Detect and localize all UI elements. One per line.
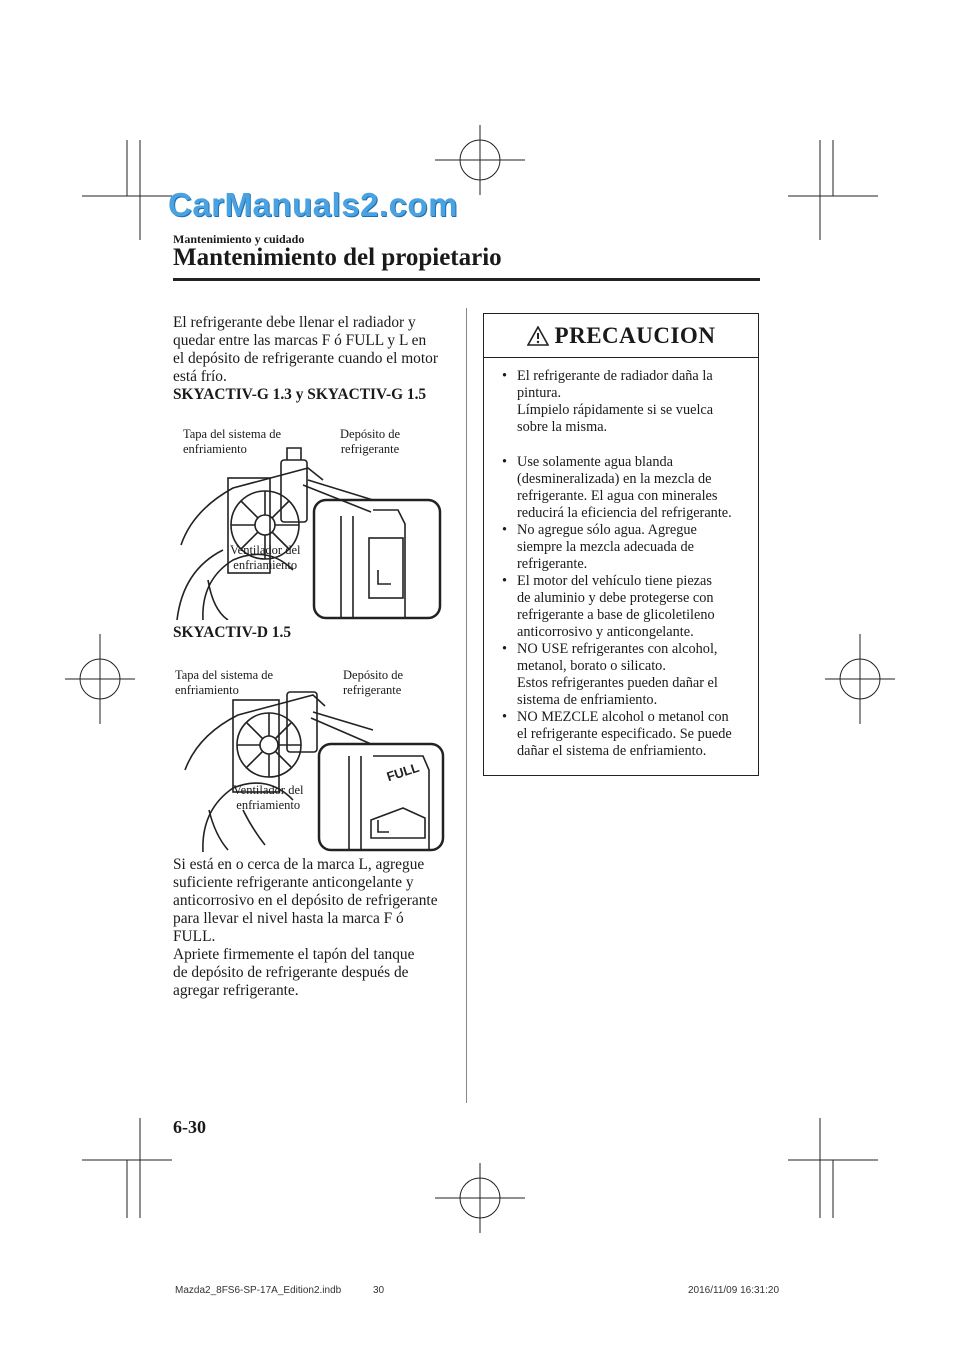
caution-title: PRECAUCION xyxy=(554,322,716,348)
label-cap-2: Tapa del sistema de enfriamiento xyxy=(175,668,274,697)
caution-item: • El refrigerante de radiador daña la pintura. Límpielo rápidamente si se vuelca sobre la misma. xyxy=(502,368,714,435)
footer-timestamp: 2016/11/09 16:31:20 xyxy=(688,1285,780,1296)
label-reservoir-2: Depósito de refrigerante xyxy=(343,668,404,697)
caution-item: • Use solamente agua blanda (desmineralizada) en la mezcla de refrigerante. El agua con minerales reducirá la eficiencia del refrigerante. xyxy=(502,454,732,521)
label-cap-1: Tapa del sistema de enfriamiento xyxy=(183,427,282,456)
footer-page: 30 xyxy=(373,1285,385,1296)
column-divider xyxy=(466,308,467,1103)
title-rule xyxy=(173,278,760,281)
full-mark-label: FULL xyxy=(384,759,421,785)
refill-paragraph: Si está en o cerca de la marca L, agregue suficiente refrigerante anticongelante y anticorrosivo en el depósito de refrigerante para llevar el nivel hasta la marca F ó FULL. Apriete firmemente el tapón del tanque de depósito de refrigerante después de agregar refrigerante. xyxy=(173,856,438,999)
heading-skyactiv-g: SKYACTIV-G 1.3 y SKYACTIV-G 1.5 xyxy=(173,386,427,403)
caution-header xyxy=(484,314,758,358)
label-reservoir-1: Depósito de refrigerante xyxy=(340,427,401,456)
caution-item: • NO MEZCLE alcohol o metanol con el refrigerante especificado. Se puede dañar el sistema de enfriamiento. xyxy=(502,709,732,759)
caution-item: • No agregue sólo agua. Agregue siempre la mezcla adecuada de refrigerante. xyxy=(502,522,697,572)
footer-filename: Mazda2_8FS6-SP-17A_Edition2.indb xyxy=(175,1285,342,1296)
watermark-logo: CarManuals2.com xyxy=(168,186,458,223)
warning-triangle-icon xyxy=(527,326,549,346)
heading-skyactiv-d: SKYACTIV-D 1.5 xyxy=(173,624,292,641)
caution-list xyxy=(498,368,756,760)
label-fan-2: Ventilador del enfriamiento xyxy=(233,783,304,812)
caution-item: • El motor del vehículo tiene piezas de aluminio y debe protegerse con refrigerante a base de glicoletileno anticorrosivo y anticongelante. xyxy=(502,573,715,640)
caution-box xyxy=(483,313,759,776)
intro-paragraph: El refrigerante debe llenar el radiador y quedar entre las marcas F ó FULL y L en el depósito de refrigerante cuando el motor está frío. xyxy=(173,314,438,385)
label-fan-1: Ventilador del enfriamiento xyxy=(230,543,301,572)
caution-item: • NO USE refrigerantes con alcohol, metanol, borato o silicato. Estos refrigerantes pueden dañar el sistema de enfriamiento. xyxy=(502,641,718,708)
section-label: Mantenimiento y cuidado xyxy=(173,232,305,246)
page-number: 6-30 xyxy=(173,1117,206,1137)
page-title: Mantenimiento del propietario xyxy=(173,244,502,271)
